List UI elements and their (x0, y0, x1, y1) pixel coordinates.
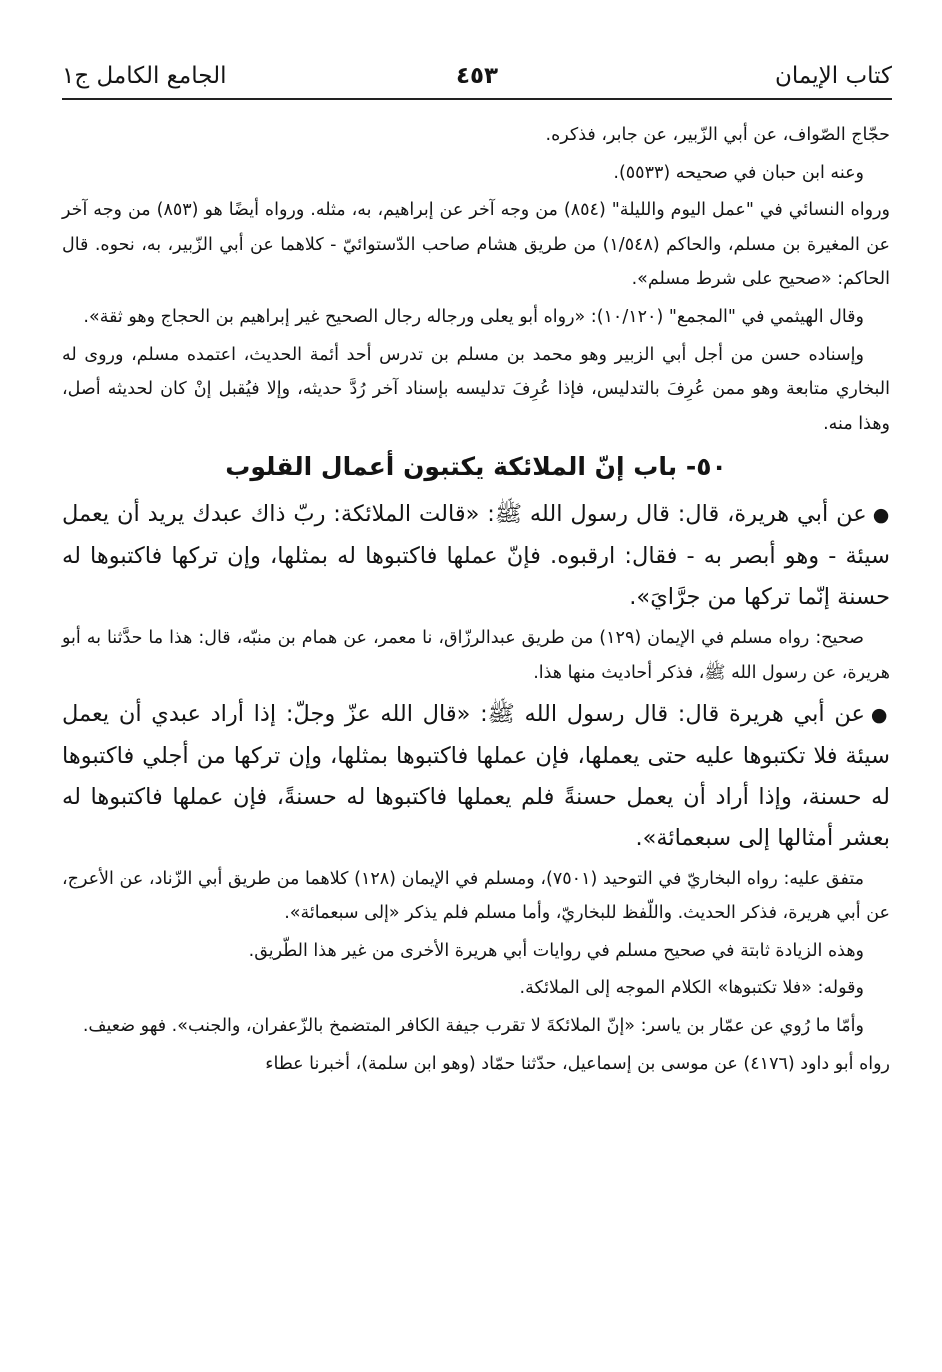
hadith-1-takhrij: صحيح: رواه مسلم في الإيمان (١٢٩) من طريق عبدالرزّاق، نا معمر، عن همام بن منبّه، قال: هذا ما حدَّثنا به أبو هريرة، عن رسول الله ﷺ، فذكر أحاديث منها هذا. (62, 628, 890, 683)
paragraph-11: وهذه الزيادة ثابتة في صحيح مسلم في روايات أبي هريرة الأخرى من غير هذا الطّريق. (248, 940, 864, 961)
paragraph-14: رواه أبو داود (٤١٧٦) عن موسى بن إسماعيل، حدّثنا حمّاد (وهو ابن سلمة)، أخبرنا عطاء (265, 1053, 890, 1074)
paragraph-2: وعنه ابن حبان في صحيحه (٥٥٣٣). (613, 162, 864, 183)
page-content (62, 118, 890, 1084)
paragraph-5: وإسناده حسن من أجل أبي الزبير وهو محمد بن مسلم بن تدرس أحد أئمة الحديث، اعتمده مسلم، وروى له البخاري متابعة وهو ممن عُرِفَ بالتدليس، فإذا عُرِفَ تدليسه بإسناد آخر رُدَّ حديثه، وإلا فيُقبل إنْ كان لحديثه أصل، وهذا منه. (62, 344, 890, 434)
hadith-1-text: عن أبي هريرة، قال: قال رسول الله ﷺ: «قالت الملائكة: ربّ ذاك عبدك يريد أن يعمل سيئة - وهو أبصر به - فقال: ارقبوه. فإنّ عملها فاكتبوها له بمثلها، وإن تركها فاكتبوها له حسنة إنّما تركها من جرَّايَ». (62, 501, 890, 611)
chapter-title: كتاب الإيمان (775, 63, 892, 89)
running-header (62, 56, 892, 96)
hadith-2 (62, 694, 890, 859)
paragraph-13: وأمّا ما رُوي عن عمّار بن ياسر: «إنّ الملائكةَ لا تقرب جيفة الكافر المتضمخ بالزّعفران، والجنب». فهو ضعيف. (82, 1015, 864, 1036)
bullet-icon: ● (872, 504, 890, 527)
hadith-2-text: عن أبي هريرة قال: قال رسول الله ﷺ: «قال الله عزّ وجلّ: إذا أراد عبدي أن يعمل سيئة فلا تكتبوها عليه حتى يعملها، فإن عملها فاكتبوها بمثلها، وإن تركها من أجلي فاكتبوها له حسنة، وإذا أراد أن يعمل حسنةً فلم يعملها فاكتبوها له حسنةً، فإن عملها فاكتبوها له بعشر أمثالها إلى سبعمائة». (62, 700, 890, 851)
book-title: الجامع الكامل ج١ (62, 63, 227, 89)
bullet-icon: ● (870, 703, 890, 726)
paragraph-4: وقال الهيثمي في "المجمع" (١٠/١٢٠): «رواه أبو يعلى ورجاله رجال الصحيح غير إبراهيم بن الحجاج وهو ثقة». (83, 306, 864, 327)
hadith-1 (62, 494, 890, 618)
page-number: ٤٥٣ (455, 63, 499, 89)
hadith-2-takhrij: متفق عليه: رواه البخاريّ في التوحيد (٧٥٠١)، ومسلم في الإيمان (١٢٨) كلاهما من طريق أبي الزّناد، عن الأعرج، عن أبي هريرة، فذكر الحديث. واللّفظ للبخاريّ، وأما مسلم فلم يذكر «إلى سبعمائة». (62, 868, 890, 924)
paragraph-1: حجّاج الصّواف، عن أبي الزّبير، عن جابر، فذكره. (545, 125, 890, 145)
paragraph-3: ورواه النسائي في "عمل اليوم والليلة" (٨٥٤) من وجه آخر عن إبراهيم، به، مثله. ورواه أيضًا هو (٨٥٣) من وجه آخر عن المغيرة بن مسلم، والحاكم (١/٥٤٨) من طريق هشام صاحب الدّستوائيّ - كلاهما عن أبي الزّبير، به، نحوه. قال الحاكم: «صحيح على شرط مسلم». (62, 200, 891, 290)
paragraph-12: وقوله: «فلا تكتبوها» الكلام الموجه إلى الملائكة. (519, 978, 864, 999)
header-rule (62, 98, 892, 100)
section-heading: ٥٠- باب إنّ الملائكة يكتبون أعمال القلوب (225, 452, 727, 482)
